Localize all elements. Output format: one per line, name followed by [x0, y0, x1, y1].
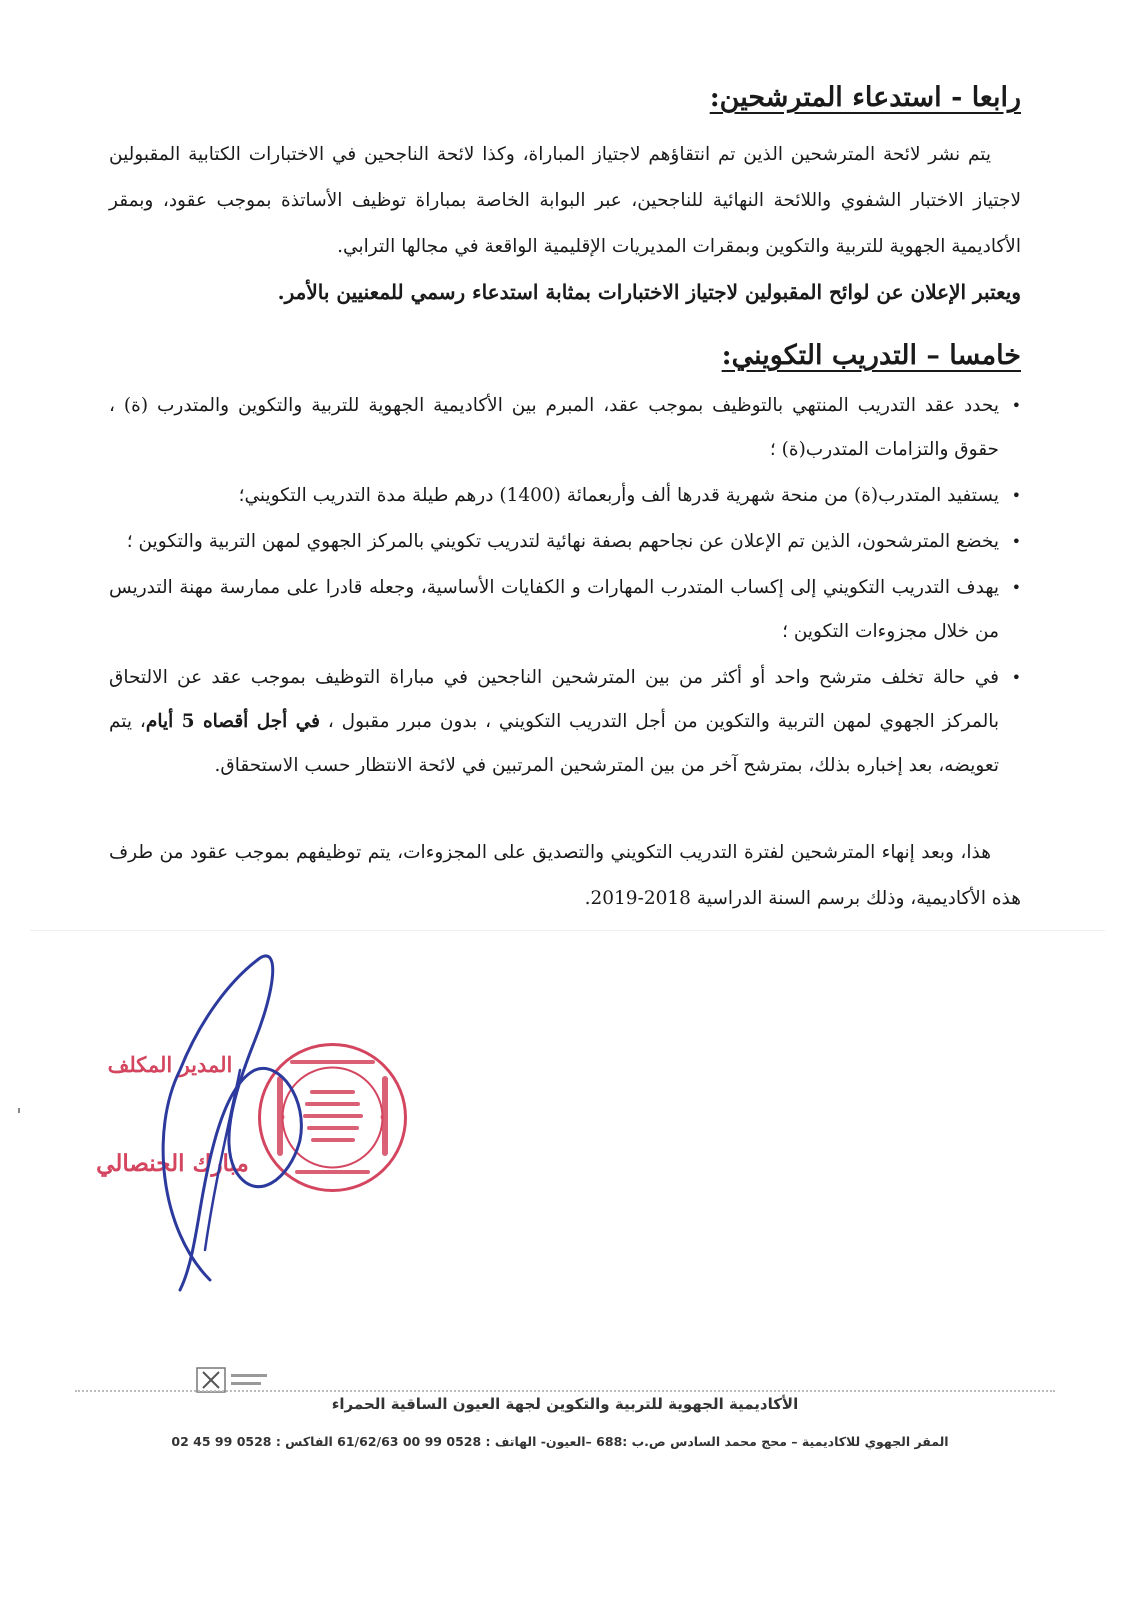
bullet-text: يخضع المترشحون، الذين تم الإعلان عن نجاحهم بصفة نهائية لتدريب تكويني بالمركز الجهوي لمهن التربية والتكوين ؛: [126, 531, 999, 552]
bullet-text-part2: ، يتم تعويضه، بعد إخباره بذلك، بمترشح آخر من بين المترشحين المرتبين في لائحة الانتظار حسب الاستحقاق.: [109, 711, 999, 776]
bullet-icon: •: [1011, 486, 1021, 505]
academy-logo-icon: [195, 1360, 270, 1400]
list-item: [109, 566, 1021, 654]
section-5-bullet-list: [109, 384, 1021, 790]
section-4-paragraph: يتم نشر لائحة المترشحين الذين تم انتقاؤهم لاجتياز المباراة، وكذا لائحة الناجحين في الاختبارات الكتابية المقبولين لاجتياز الاختبار الشفوي واللائحة النهائية للناجحين، عبر البوابة الخاصة بمباراة توظيف الأساتذة بموجب عقود، وبمقر الأكاديمية الجهوية للتربية والتكوين وبمقرات المديريات الإقليمية الواقعة في مجالها الترابي.: [109, 144, 1021, 257]
list-item: [109, 656, 1021, 788]
list-item: [109, 520, 1021, 564]
bullet-text: يحدد عقد التدريب المنتهي بالتوظيف بموجب عقد، المبرم بين الأكاديمية الجهوية للتربية والتكوين والمتدرب (ة) ، حقوق والتزامات المتدرب(ة) ؛: [109, 395, 999, 460]
signatory-title: المدير المكلف: [107, 1052, 233, 1077]
handwritten-signature-icon: [140, 950, 310, 1300]
signatory-name: مبارك الحنصالي: [96, 1150, 249, 1177]
bullet-text: يهدف التدريب التكويني إلى إكساب المتدرب المهارات و الكفايات الأساسية، وجعله قادرا على ممارسة مهنة التدريس من خلال مجزوءات التكوين ؛: [109, 577, 999, 642]
section-4-bold-notice: ويعتبر الإعلان عن لوائح المقبولين لاجتياز الاختبارات بمثابة استدعاء رسمي للمعنيين بالأمر.: [277, 280, 1021, 304]
list-item: [109, 384, 1021, 472]
footer-contact: المقر الجهوي للاكاديمية – محج محمد السادس ص.ب :688 –العيون- الهاتف : 0528 99 00 61/62/63 الفاكس : 0528 99 45 02: [171, 1434, 949, 1449]
bullet-text: يستفيد المتدرب(ة) من منحة شهرية قدرها ألف وأربعمائة (1400) درهم طيلة مدة التدريب التكويني؛: [238, 485, 999, 506]
footer-institution: الأكاديمية الجهوية للتربية والتكوين لجهة العيون الساقية الحمراء: [331, 1395, 799, 1413]
section-5-heading: خامسا – التدريب التكويني:: [721, 340, 1021, 371]
closing-paragraph: هذا، وبعد إنهاء المترشحين لفترة التدريب التكويني والتصديق على المجزوءات، يتم توظيفهم بموجب عقود من طرف هذه الأكاديمية، وذلك برسم السنة الدراسية 2018-2019.: [109, 842, 1021, 909]
bullet-text-part1: في حالة تخلف مترشح واحد أو أكثر من بين المترشحين الناجحين في مباراة التوظيف بموجب عقد عن الالتحاق بالمركز الجهوي لمهن التربية والتكوين من أجل التدريب التكويني ، بدون مبرر مقبول ،: [109, 667, 999, 732]
section-4-heading: رابعا - استدعاء المترشحين:: [709, 82, 1021, 113]
margin-mark: [18, 1108, 20, 1113]
list-item: [109, 474, 1021, 518]
bullet-icon: •: [1011, 668, 1021, 687]
footer-divider: [75, 1390, 1055, 1392]
deadline-emphasis: في أجل أقصاه 5 أيام: [145, 711, 320, 732]
bullet-icon: •: [1011, 532, 1021, 551]
bullet-icon: •: [1011, 578, 1021, 597]
bullet-icon: •: [1011, 396, 1021, 415]
